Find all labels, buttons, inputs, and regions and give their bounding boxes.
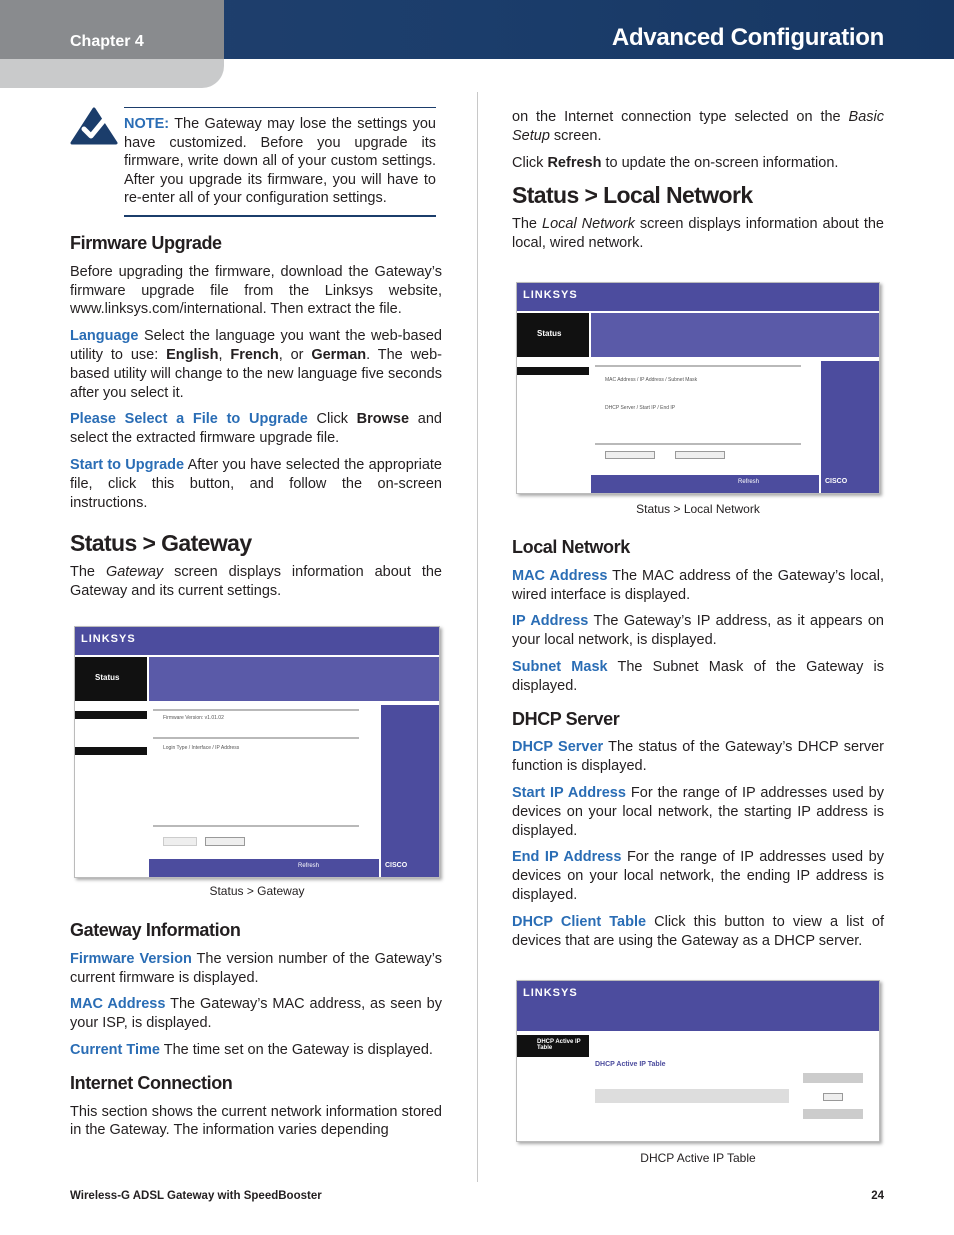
- gateway-screenshot: LINKSYS Status Firmware Version: v1.01.02 Login Type / Interface / IP Address CISCO Refresh: [74, 626, 440, 878]
- gwinfo-heading: Gateway Information: [70, 920, 241, 940]
- local-network-section: [512, 538, 884, 958]
- checkmark-icon: [70, 107, 118, 147]
- firmware-intro: Before upgrading the firmware, download the Gateway’s firmware upgrade file from the Linksys website, www.linksys.com/international. Then extract the file.: [70, 263, 442, 318]
- local-network-screenshot: LINKSYS Status MAC Address / IP Address / Subnet Mask DHCP Server / Start IP / End IP CISCO Refresh: [516, 282, 880, 494]
- chapter-label: Chapter 4: [70, 33, 144, 50]
- column-divider: [477, 92, 478, 1182]
- sip-para: Start IP Address For the range of IP addresses used by devices on your local network, the starting IP address is displayed.: [512, 784, 884, 839]
- footer-product: Wireless-G ADSL Gateway with SpeedBooster: [70, 1190, 322, 1202]
- inet-para: This section shows the current network information stored in the Gateway. The information varies depending: [70, 1103, 442, 1139]
- page-title: Advanced Configuration: [611, 24, 884, 51]
- firmware-heading: Firmware Upgrade: [70, 233, 222, 253]
- note-box: [70, 107, 436, 217]
- dhcp-heading: DHCP Server: [512, 708, 620, 729]
- dhcp-table-screenshot: LINKSYS DHCP Active IP Table DHCP Active IP Table: [516, 980, 880, 1142]
- time-para: Current Time The time set on the Gateway is displayed.: [70, 1041, 433, 1058]
- ln-heading: Local Network: [512, 537, 630, 557]
- gateway-intro: The Gateway screen displays information about the Gateway and its current settings.: [70, 563, 442, 599]
- select-file-para: Please Select a File to Upgrade Click Browse and select the extracted firmware upgrade file.: [70, 411, 442, 447]
- subnet-para: Subnet Mask The Subnet Mask of the Gateway is displayed.: [512, 658, 885, 694]
- ct-para: DHCP Client Table Click this button to view a list of devices that are using the Gateway as a DHCP server.: [512, 913, 884, 949]
- fw-para: Firmware Version The version number of the Gateway’s current firmware is displayed.: [70, 950, 443, 986]
- eip-para: End IP Address For the range of IP addresses used by devices on your local network, the ending IP address is displayed.: [512, 849, 884, 903]
- refresh-para: Click Refresh to update the on-screen information.: [512, 154, 839, 171]
- gateway-section: [70, 530, 442, 608]
- ip-para: IP Address The Gateway’s IP address, as it appears on your local network, is displayed.: [512, 613, 884, 649]
- gateway-heading: Status > Gateway: [70, 530, 252, 556]
- left-column: [70, 234, 442, 520]
- note-text: NOTE: The Gateway may lose the settings you have customized. Before you upgrade its firmware, write down all of your custom settings. After you upgrade its firmware, you will have to re-enter all of your configuration settings.: [124, 116, 436, 206]
- page-number: 24: [871, 1190, 884, 1202]
- local-heading: Status > Local Network: [512, 182, 753, 209]
- inet-heading: Internet Connection: [70, 1072, 233, 1093]
- gateway-info-section: [70, 921, 442, 1148]
- local-intro: The Local Network screen displays information about the local, wired network.: [512, 216, 884, 251]
- cont-para: on the Internet connection type selected on the Basic Setup screen.: [512, 109, 884, 144]
- mac-para: MAC Address The Gateway’s MAC address, as seen by your ISP, is displayed.: [70, 996, 442, 1032]
- gateway-caption: Status > Gateway: [209, 884, 305, 898]
- language-para: Language Select the language you want the web-based utility to use: English, French, or German. The web-based utility will change to the new language five seconds after you select it.: [70, 328, 442, 401]
- local-caption: Status > Local Network: [636, 502, 760, 516]
- lmac-para: MAC Address The MAC address of the Gateway’s local, wired interface is displayed.: [512, 567, 884, 603]
- dhcp-caption: DHCP Active IP Table: [640, 1151, 756, 1165]
- start-upgrade-para: Start to Upgrade After you have selected the appropriate file, click this button, and follow the on-screen instructions.: [70, 456, 442, 511]
- right-column: [512, 108, 884, 261]
- dhcps-para: DHCP Server The status of the Gateway’s DHCP server function is displayed.: [512, 739, 884, 775]
